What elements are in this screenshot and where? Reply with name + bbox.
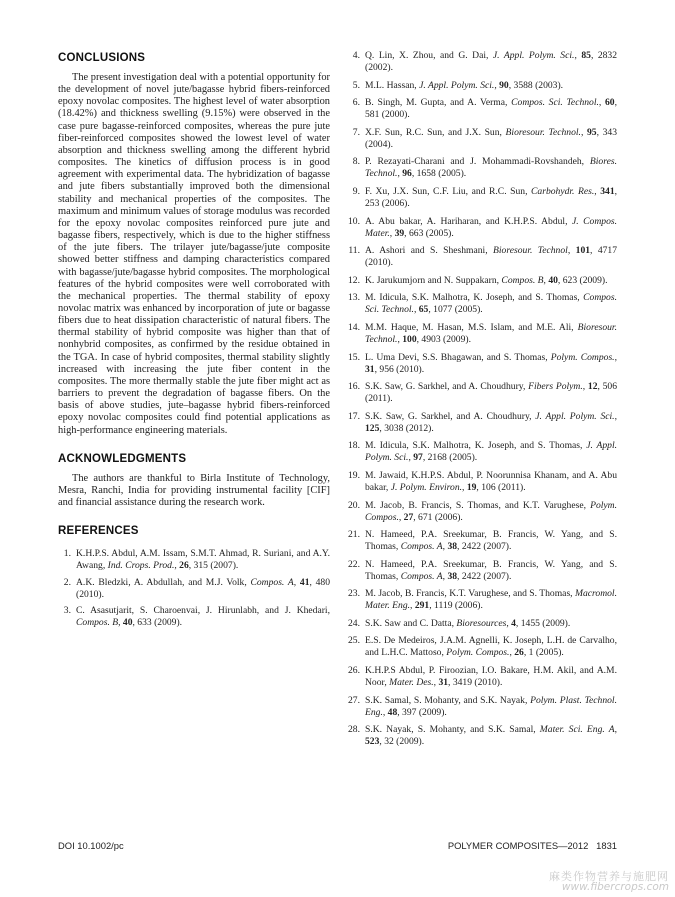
reference-item (345, 381, 617, 405)
reference-number: 23. (348, 588, 360, 600)
reference-separator: , (594, 185, 601, 197)
reference-authors: X.F. Sun, R.C. Sun, and J.X. Sun, (365, 126, 506, 138)
reference-number: 5. (352, 79, 360, 91)
reference-journal: J. Appl. Polym. Sci. (492, 50, 575, 61)
reference-separator: , (413, 304, 419, 316)
right-column (345, 52, 617, 754)
reference-separator: , (433, 677, 439, 689)
reference-authors: S.K. Saw, G. Sarkhel, and A. Choudhury, (365, 381, 529, 393)
reference-authors: M. Jacob, B. Francis, S. Thomas, and K.T. Varughese, (365, 499, 591, 511)
reference-number: 1. (63, 548, 71, 560)
reference-number: 24. (348, 617, 360, 629)
reference-pages-year: , 2832 (2002). (365, 50, 618, 73)
reference-item (345, 156, 617, 180)
reference-number: 11. (348, 245, 360, 257)
reference-journal: Polym. Compos. (446, 647, 510, 659)
reference-volume: 100 (402, 333, 417, 345)
reference-item (345, 216, 617, 240)
reference-authors: M. Idicula, S.K. Malhotra, K. Joseph, and S. Thomas, (365, 440, 587, 452)
reference-authors: S.K. Samal, S. Mohanty, and S.K. Nayak, (365, 694, 531, 706)
reference-separator: , (567, 245, 576, 257)
reference-volume: 12 (587, 381, 598, 393)
reference-number: 17. (348, 410, 360, 422)
reference-authors: C. Asasutjarit, S. Charoenvai, J. Hirunlabh, and J. Khedari, (76, 605, 330, 617)
reference-number: 13. (348, 292, 360, 304)
reference-number: 26. (348, 665, 360, 677)
references-section (58, 525, 330, 629)
reference-journal: J. Appl. Polym. Sci. (419, 79, 495, 91)
reference-authors: K.H.P.S Abdul, P. Firoozian, I.O. Bakare, H.M. Akil, and A.M. Noor, (365, 665, 617, 689)
reference-separator: , (408, 452, 414, 464)
reference-volume: 26 (179, 560, 189, 572)
reference-journal: Bioresour. Technol. (505, 126, 581, 138)
reference-separator: , (397, 333, 403, 345)
reference-number: 2. (63, 576, 71, 588)
reference-journal: Polym. Plast. Technol. Eng. (365, 694, 617, 718)
reference-item (345, 695, 617, 719)
reference-pages-year: , 1119 (2006). (429, 600, 483, 612)
reference-separator: , (574, 50, 582, 61)
reference-volume: 38 (447, 541, 458, 553)
reference-pages-year: , 1658 (2005). (411, 168, 467, 180)
reference-pages-year: , 2422 (2007). (457, 570, 512, 582)
reference-journal: Ind. Crops. Prod. (107, 560, 175, 572)
reference-pages-year: , 2168 (2005). (422, 452, 478, 464)
reference-separator: , (389, 227, 395, 239)
reference-volume: 48 (387, 706, 398, 718)
reference-item (345, 665, 617, 689)
reference-journal: J. Compos. Mater. (365, 215, 617, 239)
reference-authors: M. Jacob, B. Francis, K.T. Varughese, and S. Thomas, (365, 588, 575, 600)
reference-pages-year: , 3588 (2003). (508, 79, 564, 91)
reference-journal: Mater. Des. (389, 677, 434, 689)
reference-item (345, 440, 617, 464)
reference-authors: S.K. Saw and C. Datta, (365, 617, 457, 629)
footer-journal-page (448, 840, 617, 851)
reference-pages-year: , 671 (2006). (413, 511, 463, 523)
reference-number: 8. (352, 156, 360, 168)
reference-pages-year: , 253 (2006). (365, 185, 618, 209)
reference-pages-year: , 3038 (2012). (379, 422, 434, 434)
reference-journal: Compos. A (400, 570, 443, 582)
reference-authors: A. Ashori and S. Sheshmani, (365, 245, 494, 257)
reference-separator: , (509, 647, 515, 659)
reference-number: 14. (348, 321, 360, 333)
reference-volume: 38 (447, 570, 458, 582)
reference-pages-year: , 3419 (2010). (448, 677, 503, 689)
reference-volume: 31 (438, 677, 449, 689)
reference-journal: Biores. Technol. (365, 156, 617, 180)
conclusions-section (58, 52, 330, 437)
reference-number: 9. (352, 185, 360, 197)
reference-item (58, 577, 330, 601)
reference-item (345, 322, 617, 346)
reference-pages-year: , 4717 (2010). (365, 245, 618, 269)
acknowledgments-section (58, 453, 330, 509)
reference-authors: M. Idicula, S.K. Malhotra, K. Joseph, and S. Thomas, (365, 292, 584, 304)
reference-journal: Fibers Polym. (528, 381, 583, 393)
reference-authors: A.K. Bledzki, A. Abdullah, and M.J. Volk, (76, 576, 251, 588)
reference-number: 15. (348, 351, 360, 363)
reference-item (345, 50, 617, 74)
reference-journal: Compos. Sci. Technol. (511, 97, 599, 109)
reference-authors: E.S. De Medeiros, J.A.M. Agnelli, K. Joseph, L.H. de Carvalho, and L.H.C. Mattoso, (365, 635, 617, 659)
reference-journal: Bioresources (456, 617, 507, 629)
reference-number: 19. (348, 469, 360, 481)
reference-pages-year: , 32 (2009). (379, 736, 425, 748)
footer-doi: DOI 10.1002/pc (58, 840, 124, 851)
reference-authors: P. Rezayati-Charani and J. Mohammadi-Rovshandeh, (365, 156, 590, 168)
reference-number: 28. (348, 724, 360, 736)
reference-volume: 341 (600, 185, 615, 197)
reference-item (345, 275, 617, 287)
reference-volume: 19 (466, 481, 477, 493)
reference-pages-year: , 581 (2000). (365, 97, 617, 121)
reference-authors: S.K. Nayak, S. Mohanty, and S.K. Samal, (365, 724, 540, 736)
reference-authors: B. Singh, M. Gupta, and A. Verma, (365, 97, 512, 109)
reference-number: 16. (348, 381, 360, 393)
reference-volume: 291 (414, 600, 430, 612)
reference-item (58, 548, 330, 572)
reference-volume: 4 (511, 617, 516, 629)
reference-volume: 27 (403, 511, 414, 523)
reference-item (345, 529, 617, 553)
reference-separator: , (582, 381, 588, 393)
reference-volume: 85 (581, 50, 591, 61)
reference-pages-year: , 106 (2011). (476, 481, 526, 493)
reference-pages-year: , 633 (2009). (132, 617, 183, 629)
reference-item (345, 186, 617, 210)
reference-authors: S.K. Saw, G. Sarkhel, and A. Choudhury, (365, 410, 536, 422)
reference-number: 7. (352, 126, 360, 138)
reference-journal: Compos. A (400, 541, 443, 553)
reference-separator: , (598, 97, 605, 109)
reference-journal: Bioresour. Technol. (365, 321, 617, 345)
reference-list-right (345, 50, 617, 748)
reference-separator: , (293, 576, 300, 588)
reference-volume: 96 (402, 168, 412, 180)
reference-volume: 523 (365, 736, 380, 748)
reference-separator: , (382, 706, 388, 718)
footer-journal: POLYMER COMPOSITES—2012 (447, 840, 589, 851)
reference-item (345, 411, 617, 435)
reference-authors: M.L. Hassan, (365, 79, 420, 91)
acknowledgments-paragraph: The authors are thankful to Birla Institute of Technology, Mesra, Ranchi, India for providing instrumental facility [CIF] and financial assistance during the research work. (58, 472, 330, 508)
reference-item (345, 127, 617, 151)
reference-volume: 39 (394, 227, 405, 239)
reference-journal: Compos. B (501, 274, 544, 286)
reference-number: 22. (348, 558, 360, 570)
reference-separator: , (397, 168, 403, 180)
reference-pages-year: , 956 (2010). (374, 363, 425, 375)
reference-number: 10. (348, 215, 360, 227)
reference-pages-year: , 2422 (2007). (457, 541, 512, 553)
reference-item (345, 80, 617, 92)
reference-separator: , (398, 511, 404, 523)
reference-separator: , (614, 410, 617, 422)
reference-journal: Polym. Compos. (550, 351, 615, 363)
reference-separator: , (174, 560, 180, 572)
reference-journal: Compos. Sci. Technol. (365, 292, 617, 316)
reference-pages-year: , 480 (2010). (76, 576, 331, 600)
reference-volume: 90 (499, 79, 509, 91)
reference-journal: Mater. Sci. Eng. A (539, 724, 615, 736)
reference-pages-year: , 4903 (2009). (416, 333, 471, 345)
reference-separator: , (442, 570, 448, 582)
reference-pages-year: , 397 (2009). (397, 706, 447, 718)
reference-journal: Compos. A (250, 576, 294, 588)
reference-pages-year: , 506 (2011). (365, 381, 617, 405)
reference-item (345, 352, 617, 376)
reference-item (345, 588, 617, 612)
reference-volume: 40 (548, 274, 558, 286)
reference-separator: , (580, 126, 587, 138)
reference-authors: N. Hameed, P.A. Sreekumar, B. Francis, W. Yang, and S. Thomas, (365, 558, 617, 582)
reference-journal: J. Appl. Polym. Sci. (365, 440, 618, 464)
reference-number: 27. (348, 694, 360, 706)
reference-separator: , (614, 351, 617, 363)
reference-separator: , (543, 274, 549, 286)
reference-number: 3. (63, 605, 71, 617)
reference-item (345, 500, 617, 524)
reference-separator: , (410, 600, 415, 612)
reference-number: 20. (348, 499, 360, 511)
reference-separator: , (614, 724, 617, 736)
reference-authors: K. Jarukumjorn and N. Suppakarn, (365, 274, 502, 286)
reference-volume: 60 (605, 97, 615, 109)
reference-journal: Compos. B (76, 617, 119, 629)
reference-item (345, 559, 617, 583)
reference-pages-year: , 315 (2007). (188, 560, 239, 572)
reference-pages-year: , 1455 (2009). (515, 617, 571, 629)
reference-authors: K.H.P.S. Abdul, A.M. Issam, S.M.T. Ahmad, R. Suriani, and A.Y. Awang, (76, 548, 330, 572)
left-column (58, 52, 330, 645)
reference-number: 18. (348, 440, 360, 452)
reference-volume: 40 (122, 617, 133, 629)
reference-journal: Polym. Compos. (365, 499, 617, 523)
reference-authors: A. Abu bakar, A. Hariharan, and K.H.P.S. Abdul, (365, 215, 572, 227)
reference-journal: J. Appl. Polym. Sci. (535, 410, 615, 422)
reference-authors: M.M. Haque, M. Hasan, M.S. Islam, and M.E. Ali, (365, 321, 578, 333)
reference-volume: 97 (413, 452, 423, 464)
reference-number: 12. (348, 274, 360, 286)
reference-item (345, 635, 617, 659)
reference-volume: 31 (365, 363, 375, 375)
reference-pages-year: , 623 (2009). (557, 274, 608, 286)
reference-authors: N. Hameed, P.A. Sreekumar, B. Francis, W. Yang, and S. Thomas, (365, 529, 617, 553)
reference-separator: , (494, 79, 500, 91)
reference-volume: 125 (365, 422, 380, 434)
reference-number: 4. (352, 50, 360, 61)
reference-pages-year: , 1077 (2005). (428, 304, 483, 316)
reference-pages-year: , 1 (2005). (523, 647, 564, 659)
reference-journal: Bioresour. Technol (493, 245, 568, 257)
reference-separator: , (506, 617, 512, 629)
reference-separator: , (462, 481, 467, 493)
reference-pages-year: , 343 (2004). (365, 126, 617, 150)
reference-authors: M. Jawaid, K.H.P.S. Abdul, P. Noorunnisa Khanam, and A. Abu bakar, (365, 469, 617, 493)
reference-item (345, 245, 617, 269)
references-heading: REFERENCES (58, 525, 139, 538)
reference-item (345, 618, 617, 630)
reference-authors: F. Xu, J.X. Sun, C.F. Liu, and R.C. Sun, (365, 185, 532, 197)
reference-journal: J. Polym. Environ. (390, 481, 463, 493)
conclusions-paragraph: The present investigation deal with a potential opportunity for the development of novel jute/bagasse hybrid fibers-reinforced epoxy novolac composites. The highest level of water absorption (18.42%) and thickness swelling (9.15%) were observed in the case pure bagasse-reinforced composites, whereas the pure jute fiber-reinforced composites showed the lowest level of water absorption and thickness swelling among the different hybrid composites. The kinetics of diffusion process is in good agreement with experimental data. The hybridization of bagasse and jute fibers substantially improved both the dimensional stability and mechanical properties of the composites. The maximum and minimum values of storage modulus was recorded for the epoxy novolac composites reinforced pure jute and bagasse fibers, respectively, which is due to the higher stiffness of the jute fibers. The trilayer jute/bagasse/jute composite showed better stiffness and damping characteristics compared with bagasse/jute/bagasse hybrid composites. The morphological features of the hybrid composites were well corroborated with the mechanical properties. The thermal stability of epoxy novolac matrix was enhanced by incorporation of jute or bagasse fibers due to heat dissipation characteristic of natural fibers. The thermal stability of hybrid composite was higher than that of nonhybrid composites, as confirmed by the residue obtained in the TGA. In case of hybrid composites, thermal stability slightly increased with increasing the jute fiber content in the composites. The more thermally stable the jute fiber might act as barriers to prevent the degradation of bagasse fibers. On the basis of above studies, jute–bagasse hybrid fibers-reinforced epoxy novolac composites could find potential applications as high-performance engineering materials. (58, 72, 330, 436)
watermark-url: www.fibercrops.com (561, 881, 669, 893)
reference-item (58, 605, 330, 629)
reference-volume: 26 (514, 647, 524, 659)
reference-separator: , (442, 541, 448, 553)
reference-authors: L. Uma Devi, S.S. Bhagawan, and S. Thomas, (365, 351, 551, 363)
reference-item (345, 292, 617, 316)
reference-item (345, 97, 617, 121)
reference-list-left (58, 548, 330, 629)
reference-number: 6. (352, 97, 360, 109)
reference-item (345, 470, 617, 494)
reference-item (345, 724, 617, 748)
conclusions-heading: CONCLUSIONS (58, 52, 146, 64)
reference-authors: Q. Lin, X. Zhou, and G. Dai, (365, 50, 493, 61)
reference-journal: Macromol. Mater. Eng. (365, 588, 617, 612)
reference-volume: 41 (299, 576, 310, 588)
reference-journal: Carbohydr. Res. (531, 185, 595, 197)
reference-volume: 65 (418, 304, 429, 316)
watermark-chinese: 麻类作物营养与施肥网 (549, 870, 669, 883)
reference-number: 21. (348, 529, 360, 541)
reference-number: 25. (348, 635, 360, 647)
reference-volume: 95 (586, 126, 597, 138)
footer-page-number: 1831 (596, 840, 617, 851)
reference-separator: , (118, 617, 123, 629)
reference-pages-year: , 663 (2005). (404, 227, 454, 239)
reference-volume: 101 (575, 245, 591, 257)
acknowledgments-heading: ACKNOWLEDGMENTS (58, 452, 187, 465)
